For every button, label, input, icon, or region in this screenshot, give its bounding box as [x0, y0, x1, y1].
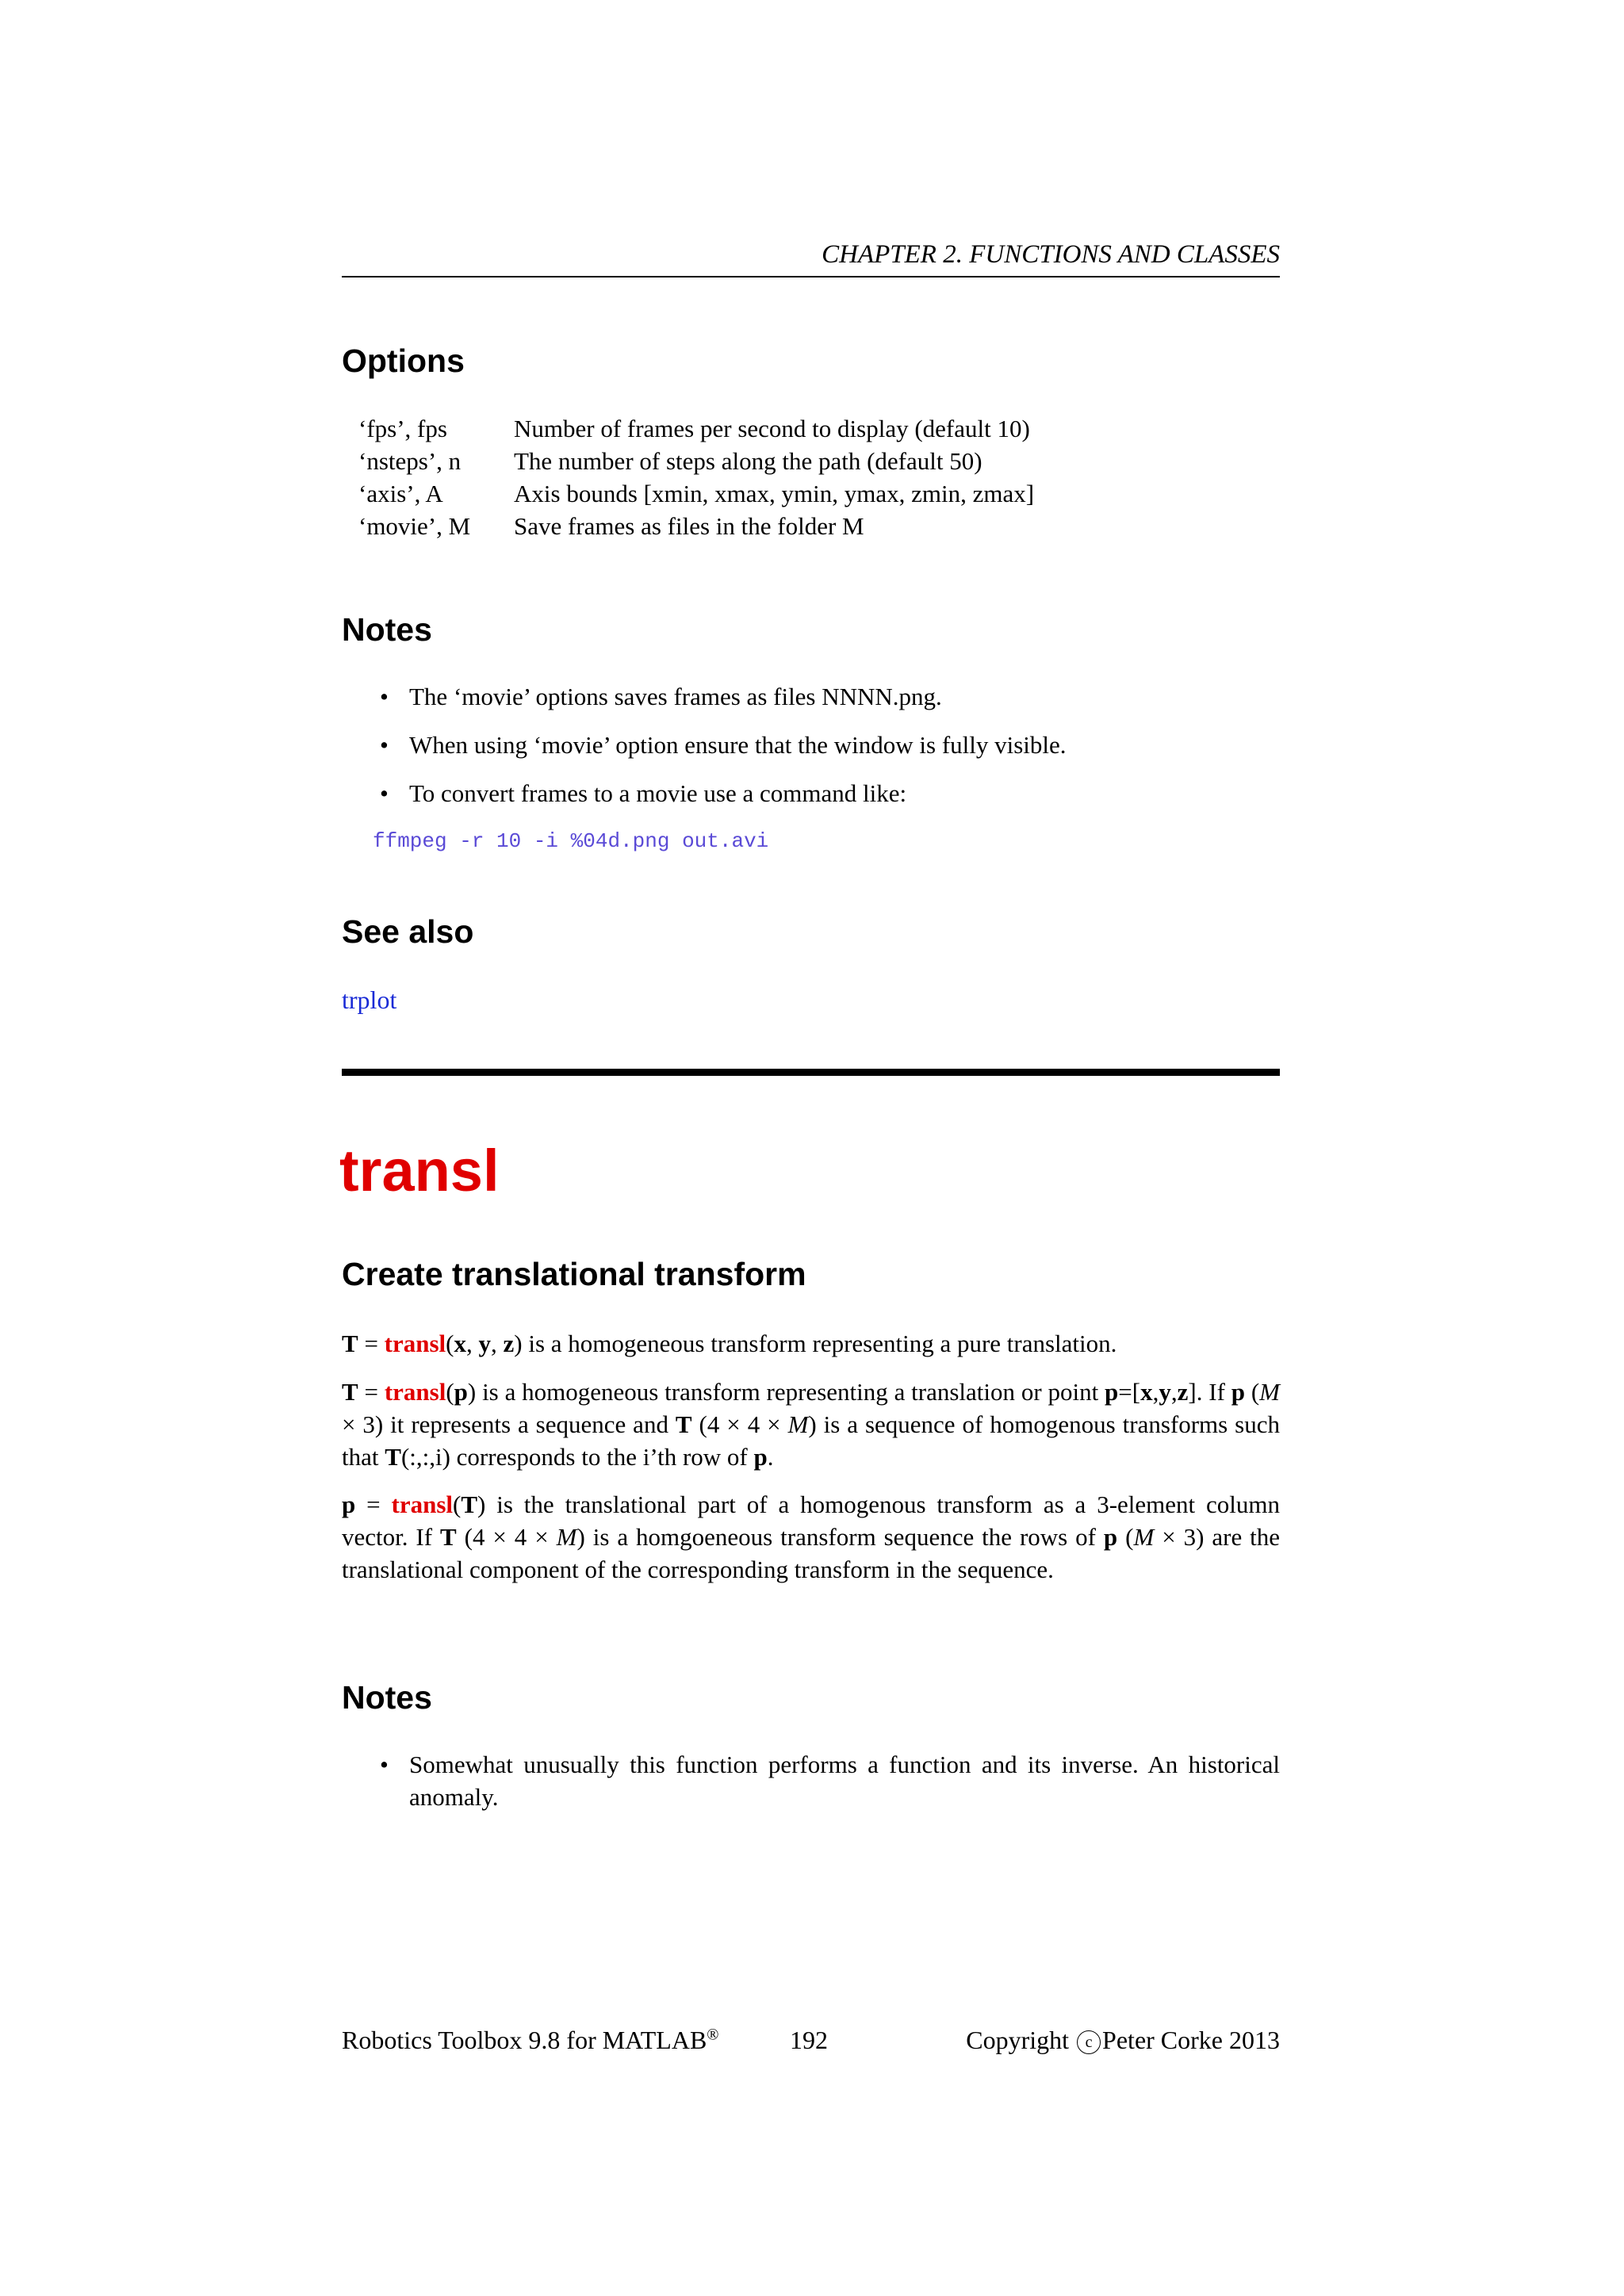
var-T: T: [675, 1410, 692, 1439]
function-subtitle: Create translational transform: [342, 1256, 806, 1292]
text: ].: [1188, 1378, 1203, 1406]
text: ) is a sequence of homogenous transforms such that: [342, 1410, 1280, 1471]
text: =: [358, 1330, 385, 1357]
options-row: [358, 510, 1034, 542]
registered-mark: ®: [707, 2026, 719, 2044]
option-key: ‘movie’, M: [358, 512, 471, 540]
option-key: ‘axis’, A: [358, 480, 443, 507]
paragraph-2: [342, 1376, 1280, 1474]
text: × 3) it represents a sequence and: [342, 1410, 676, 1439]
option-key: ‘nsteps’, n: [358, 447, 462, 475]
text: × 3) are the translational component of the corresponding transform in the sequence.: [342, 1523, 1281, 1584]
text: =: [355, 1490, 392, 1518]
var-T: T: [342, 1378, 358, 1406]
text: ,: [1152, 1378, 1159, 1406]
text: (:,:,i) corresponds to the i’th row of: [400, 1443, 754, 1471]
page-number: 192: [790, 2026, 828, 2054]
var-x: x: [454, 1330, 466, 1357]
text: (: [1245, 1378, 1260, 1406]
var-T: T: [385, 1443, 401, 1471]
footer-copyright: [966, 2023, 1280, 2057]
options-row: [358, 445, 1034, 477]
notes-heading: Notes: [342, 611, 432, 648]
function-title: transl: [339, 1138, 500, 1203]
var-T: T: [440, 1523, 457, 1552]
text: is the translational part of a homogenous transform as a 3-element column vector. If: [342, 1490, 1280, 1552]
function-name: transl: [384, 1378, 446, 1406]
text: ): [467, 1378, 477, 1406]
notes-list: [342, 680, 1280, 826]
options-row: [358, 412, 1034, 445]
text: ,: [491, 1330, 504, 1357]
option-desc: Save frames as files in the folder M: [514, 512, 864, 540]
option-desc: Axis bounds [xmin, xmax, ymin, ymax, zmin, zmax]: [514, 480, 1035, 507]
var-p: p: [342, 1490, 356, 1518]
var-p: p: [1105, 1378, 1119, 1406]
function-name: transl: [391, 1490, 454, 1518]
var-z: z: [503, 1330, 515, 1357]
text: Peter Corke 2013: [1102, 2026, 1280, 2054]
var-y: y: [478, 1330, 491, 1357]
text: If: [1202, 1378, 1231, 1406]
list-item: • Somewhat unusually this function performs a function and its inverse. An historical anomaly.: [342, 1748, 1280, 1813]
text: ): [477, 1490, 486, 1518]
running-header: CHAPTER 2. FUNCTIONS AND CLASSES: [342, 238, 1280, 277]
var-p: p: [454, 1378, 468, 1406]
var-T: T: [342, 1330, 358, 1357]
options-row: [358, 477, 1034, 510]
text: (: [453, 1490, 462, 1518]
text: ,: [466, 1330, 479, 1357]
footer-product: Robotics Toolbox 9.8 for MATLAB: [342, 2026, 707, 2054]
text: ): [514, 1330, 523, 1357]
text: (: [1117, 1523, 1134, 1552]
text: =: [358, 1378, 385, 1406]
text: (4 × 4 ×: [456, 1523, 557, 1552]
text: ,: [1170, 1378, 1178, 1406]
options-heading: Options: [342, 342, 465, 379]
list-item: • The ‘movie’ options saves frames as files NNNN.png.: [342, 680, 1280, 713]
list-item: • When using ‘movie’ option ensure that the window is fully visible.: [342, 729, 1280, 761]
paragraph-3: [342, 1488, 1280, 1586]
text: ) is a homgoeneous transform sequence the rows of: [576, 1523, 1104, 1552]
text: =[: [1118, 1378, 1141, 1406]
options-table: [358, 412, 1034, 542]
paragraph-1: [342, 1327, 1280, 1360]
var-p: p: [1103, 1523, 1118, 1552]
trplot-link[interactable]: trplot: [342, 985, 397, 1014]
text: (: [446, 1330, 454, 1357]
var-p: p: [753, 1443, 768, 1471]
notes-list-2: [342, 1748, 1280, 1829]
option-desc: Number of frames per second to display (default 10): [514, 415, 1030, 442]
var-M: M: [1259, 1378, 1280, 1406]
var-M: M: [787, 1410, 809, 1439]
var-z: z: [1177, 1378, 1189, 1406]
option-desc: The number of steps along the path (default 50): [514, 447, 982, 475]
var-M: M: [556, 1523, 577, 1552]
var-M: M: [1133, 1523, 1155, 1552]
text: is a homogeneous transform representing a pure translation.: [522, 1330, 1117, 1357]
copyright-icon: c: [1077, 2030, 1101, 2054]
var-y: y: [1159, 1378, 1171, 1406]
section-divider: [342, 1069, 1280, 1076]
var-p: p: [1231, 1378, 1246, 1406]
text: .: [767, 1443, 774, 1471]
text: (4 × 4 ×: [691, 1410, 788, 1439]
code-snippet: ffmpeg -r 10 -i %04d.png out.avi: [373, 829, 769, 853]
list-item: • To convert frames to a movie use a command like:: [342, 777, 1280, 809]
footer-left: [342, 2023, 718, 2057]
see-also-heading: See also: [342, 913, 474, 950]
var-T: T: [461, 1490, 478, 1518]
var-x: x: [1140, 1378, 1153, 1406]
text: (: [446, 1378, 454, 1406]
notes-heading-2: Notes: [342, 1679, 432, 1716]
option-key: ‘fps’, fps: [358, 415, 447, 442]
text: is a homogeneous transform representing a translation or point: [476, 1378, 1105, 1406]
text: Copyright: [966, 2026, 1076, 2054]
function-name: transl: [384, 1330, 446, 1357]
